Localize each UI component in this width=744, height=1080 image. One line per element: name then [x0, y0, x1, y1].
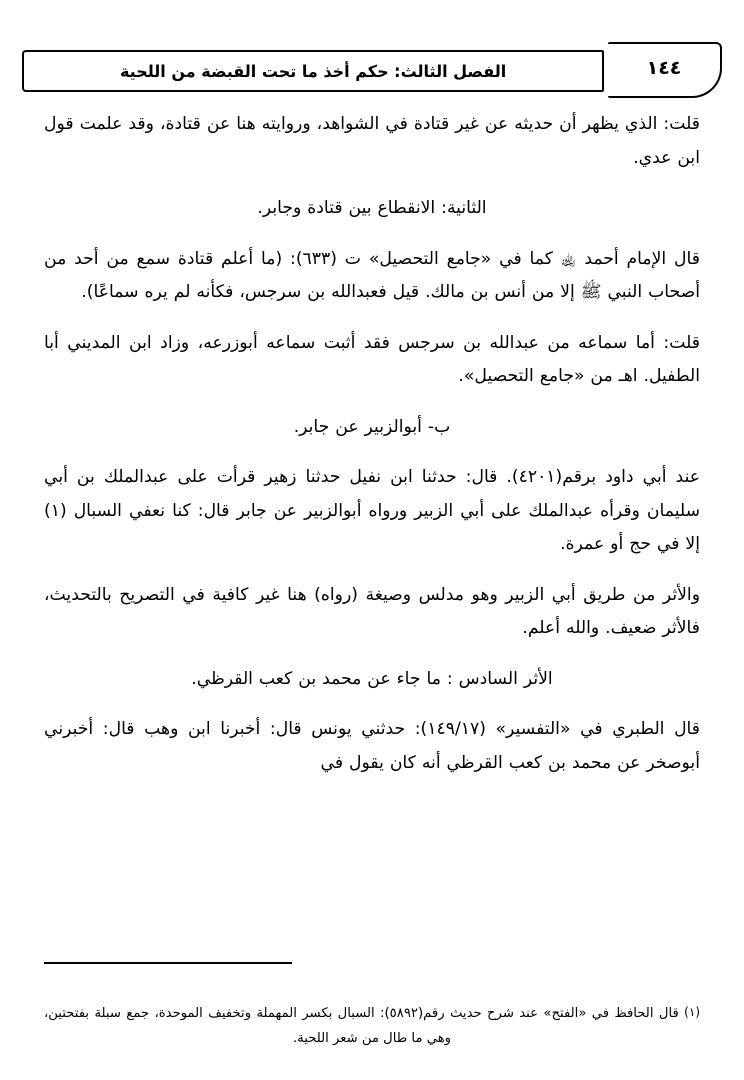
page-number: ١٤٤ [646, 57, 682, 79]
paragraph: عند أبي داود برقم(٤٢٠١). قال: حدثنا ابن نفيل حدثنا زهير قرأت على عبدالملك بن أبي سليمان وقرأه عبدالملك على أبي الزبير ورواه أبوالزبير عن جابر قال: كنا نعفي السبال (١) إلا في حج أو عمرة. [44, 467, 701, 555]
body-content [44, 108, 700, 798]
paragraph: الثانية: الانقطاع بين قتادة وجابر. [257, 198, 487, 219]
footnote-marker: (١) [684, 1004, 700, 1019]
page-number-box [608, 42, 722, 98]
footnote [44, 1001, 700, 1052]
paragraph: قال الطبري في «التفسير» (١٤٩/١٧): حدثني يونس قال: أخبرنا ابن وهب قال: أخبرني أبوصخر عن محمد بن كعب القرظي أنه كان يقول في [44, 719, 701, 773]
paragraph: قلت: الذي يظهر أن حديثه عن غير قتادة في الشواهد، وروايته هنا عن قتادة، وقد علمت قول ابن عدي. [44, 114, 700, 168]
paragraph: قال الإمام أحمد ﵀ كما في «جامع التحصيل» ت (٦٣٣): (ما أعلم قتادة سمع من أحد من أصحاب النبي ﷺ إلا من أنس بن مالك. قيل فعبدالله بن سرجس، فكأنه لم يره سماعًا). [44, 248, 700, 303]
chapter-title-bar [22, 50, 604, 92]
paragraph: والأثر من طريق أبي الزبير وهو مدلس وصيغة (رواه) هنا غير كافية في التصريح بالتحديث، فالأثر ضعيف. والله أعلم. [44, 584, 700, 639]
paragraph: الأثر السادس : ما جاء عن محمد بن كعب القرظي. [191, 668, 553, 689]
footnote-text: قال الحافظ في «الفتح» عند شرح حديث رقم(٥٨٩٢): السبال بكسر المهملة وتخفيف الموحدة، جمع سبلة بفتحتين، وهي ما طال من شعر اللحية. [44, 1005, 679, 1047]
page-header [22, 50, 722, 90]
paragraph: ب- أبوالزبير عن جابر. [293, 416, 451, 437]
footnote-divider [44, 962, 292, 964]
paragraph: قلت: أما سماعه من عبدالله بن سرجس فقد أثبت سماعه أبوزرعه، وزاد ابن المديني أبا الطفيل. اهـ من «جامع التحصيل». [44, 332, 700, 387]
chapter-title: الفصل الثالث: حكم أخذ ما تحت القبضة من اللحية [119, 61, 507, 81]
